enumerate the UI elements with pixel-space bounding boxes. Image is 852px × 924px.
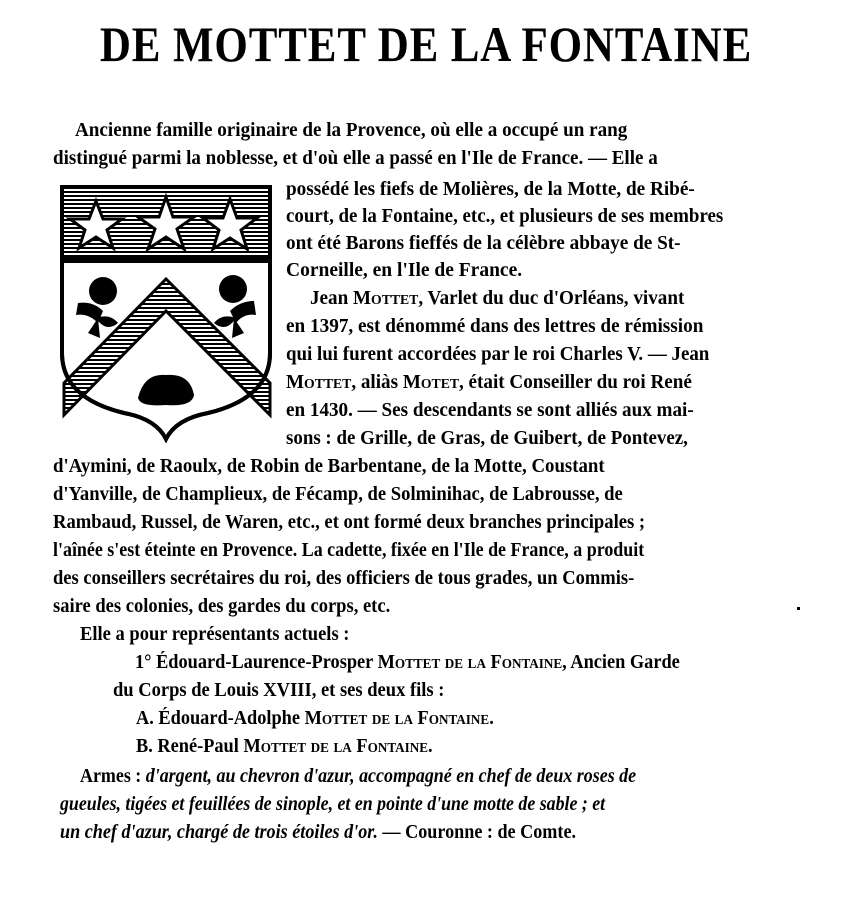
text-line [286,370,692,396]
text-line: ont été Barons fieffés de la célèbre abbaye de St- [286,233,681,254]
text-span: Jean [310,288,353,309]
text-line: du Corps de Louis XVIII, et ses deux fils : [113,680,445,701]
coat-of-arms-icon [58,183,274,443]
surname: Mottet de la Fontaine [304,708,490,729]
text-span: B. René-Paul [136,736,244,757]
text-span: Armes : [80,766,146,787]
text-line: sons : de Grille, de Gras, de Guibert, de Pontevez, [286,428,688,449]
text-span: , Ancien Garde [562,652,680,673]
text-line: qui lui furent accordées par le roi Charles V. — Jean [286,344,710,365]
text-line [136,734,433,760]
text-line [60,820,576,846]
speck [797,607,800,610]
surname: Motet [402,372,460,393]
surname: Mottet [352,288,419,309]
blazon-text: d'argent, au chevron d'azur, accompagné en chef de deux roses de [145,766,637,787]
text-line: d'Yanville, de Champlieux, de Fécamp, de Solminihac, de Labrousse, de [53,484,623,505]
text-span: , aliàs [351,372,403,393]
text-span: , était Conseiller du roi René [459,372,692,393]
text-line: Corneille, en l'Ile de France. [286,260,523,281]
text-line: possédé les fiefs de Molières, de la Motte, de Ribé- [286,179,695,200]
page-title: DE MOTTET DE LA FONTAINE [99,16,753,72]
text-line: court, de la Fontaine, etc., et plusieurs de ses membres [286,206,724,227]
text-span: . [428,736,433,757]
text-line: saire des colonies, des gardes du corps, etc. [53,596,391,617]
text-line [80,764,636,790]
text-line: Elle a pour représentants actuels : [80,624,350,645]
text-line: d'Aymini, de Raoulx, de Robin de Barbentane, de la Motte, Coustant [53,456,605,477]
text-line: l'aînée s'est éteinte en Provence. La cadette, fixée en l'Ile de France, a produit [53,540,645,561]
text-line: Rambaud, Russel, de Waren, etc., et ont formé deux branches principales ; [53,512,646,533]
text-span: . [489,708,494,729]
text-line [310,286,684,312]
blazon-text: gueules, tigées et feuillées de sinople, et en pointe d'une motte de sable ; et [60,794,606,815]
text-span: , Varlet du duc d'Orléans, vivant [418,288,685,309]
text-span: 1° Édouard-Laurence-Prosper [135,652,378,673]
text-line: en 1430. — Ses descendants se sont alliés aux mai- [286,400,694,421]
surname: Mottet [286,372,352,393]
surname: Mottet de la Fontaine [243,736,429,757]
text-line: des conseillers secrétaires du roi, des officiers de tous grades, un Commis- [53,568,635,589]
text-line: en 1397, est dénommé dans des lettres de rémission [286,316,704,337]
surname: Mottet de la Fontaine [377,652,563,673]
text-span: — Couronne : de Comte. [377,822,577,843]
text-line: Ancienne famille originaire de la Provence, où elle a occupé un rang [75,120,628,141]
text-line: distingué parmi la noblesse, et d'où elle a passé en l'Ile de France. — Elle a [53,148,658,169]
text-span: A. Édouard-Adolphe [136,708,305,729]
blazon-text: un chef d'azur, chargé de trois étoiles d'or. [60,822,378,843]
text-line [136,706,494,732]
text-line [135,650,680,676]
